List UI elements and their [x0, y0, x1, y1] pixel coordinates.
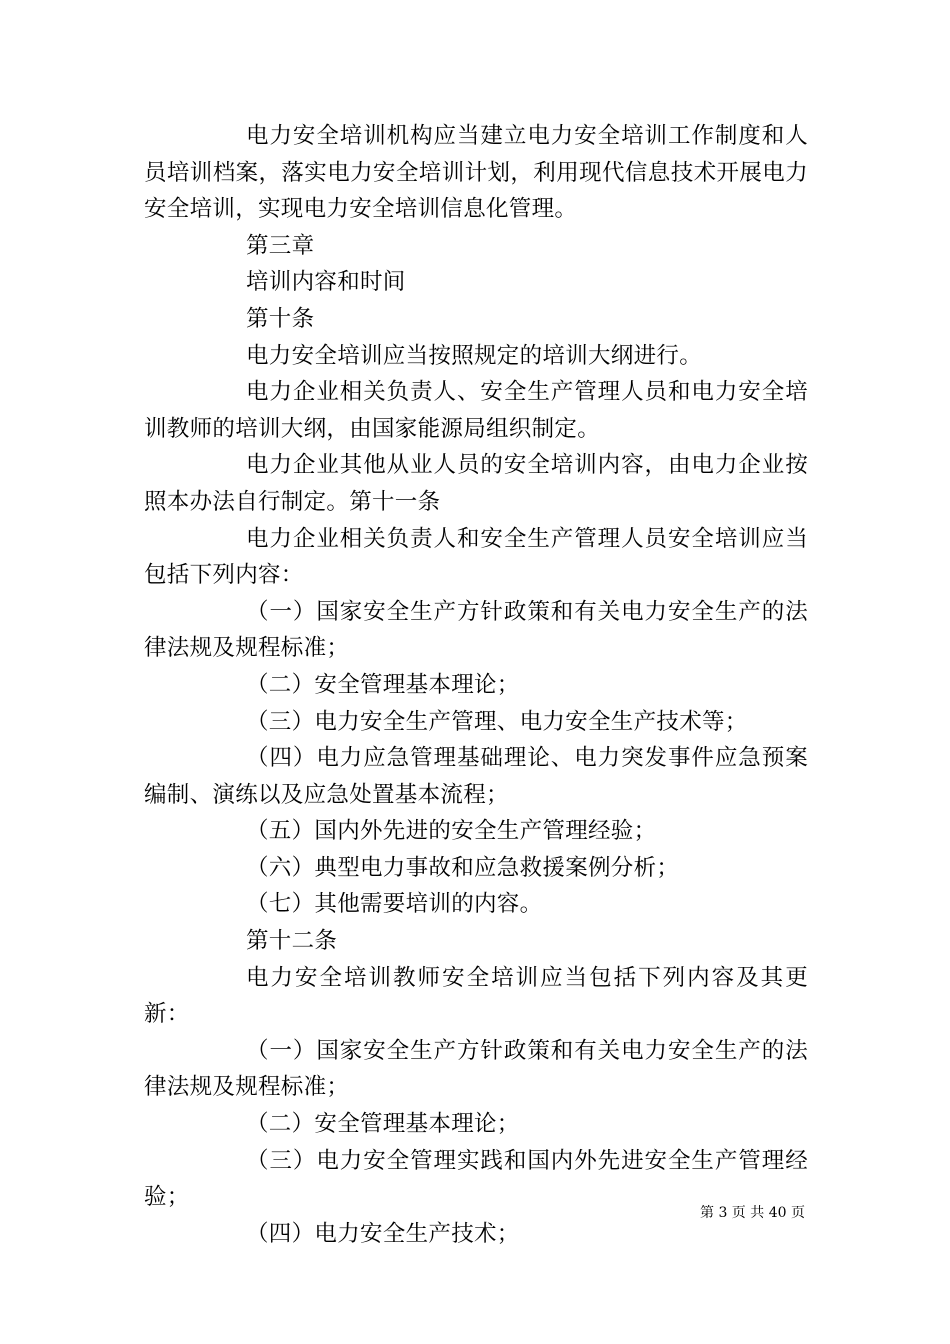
paragraph: 电力安全培训机构应当建立电力安全培训工作制度和人员培训档案，落实电力安全培训计划，利用现代信息技术开展电力安全培训，实现电力安全培训信息化管理。 — [144, 123, 808, 223]
paragraph: 电力企业相关负责人、安全生产管理人员和电力安全培训教师的培训大纲，由国家能源局组织制定。 — [144, 379, 808, 442]
chapter-heading: 第三章 — [246, 232, 315, 259]
list-item: （一）国家安全生产方针政策和有关电力安全生产的法律法规及规程标准； — [144, 1037, 808, 1101]
list-item: （一）国家安全生产方针政策和有关电力安全生产的法律法规及规程标准； — [144, 598, 808, 662]
chapter-title: 培训内容和时间 — [246, 269, 406, 296]
list-item: （六）典型电力事故和应急救援案例分析； — [246, 854, 680, 881]
list-item: （三）电力安全管理实践和国内外先进安全生产管理经验； — [144, 1147, 808, 1211]
list-item: （二）安全管理基本理论； — [246, 1111, 520, 1138]
paragraph: 电力企业相关负责人和安全生产管理人员安全培训应当包括下列内容： — [144, 525, 808, 589]
list-item: （三）电力安全生产管理、电力安全生产技术等； — [246, 708, 748, 735]
article-heading: 第十条 — [246, 305, 315, 332]
page-number-footer: 第 3 页 共 40 页 — [700, 1205, 805, 1221]
article-heading: 第十二条 — [246, 928, 338, 955]
list-item: （七）其他需要培训的内容。 — [246, 891, 543, 918]
list-item: （四）电力安全生产技术； — [246, 1220, 520, 1247]
paragraph: 电力安全培训应当按照规定的培训大纲进行。 — [246, 342, 703, 369]
list-item: （二）安全管理基本理论； — [246, 671, 520, 698]
list-item: （四）电力应急管理基础理论、电力突发事件应急预案编制、演练以及应急处置基本流程； — [144, 745, 808, 808]
list-item: （五）国内外先进的安全生产管理经验； — [246, 818, 657, 845]
paragraph: 电力安全培训教师安全培训应当包括下列内容及其更新： — [144, 964, 808, 1028]
document-body — [144, 118, 808, 1252]
paragraph: 电力企业其他从业人员的安全培训内容，由电力企业按照本办法自行制定。第十一条 — [144, 452, 808, 515]
